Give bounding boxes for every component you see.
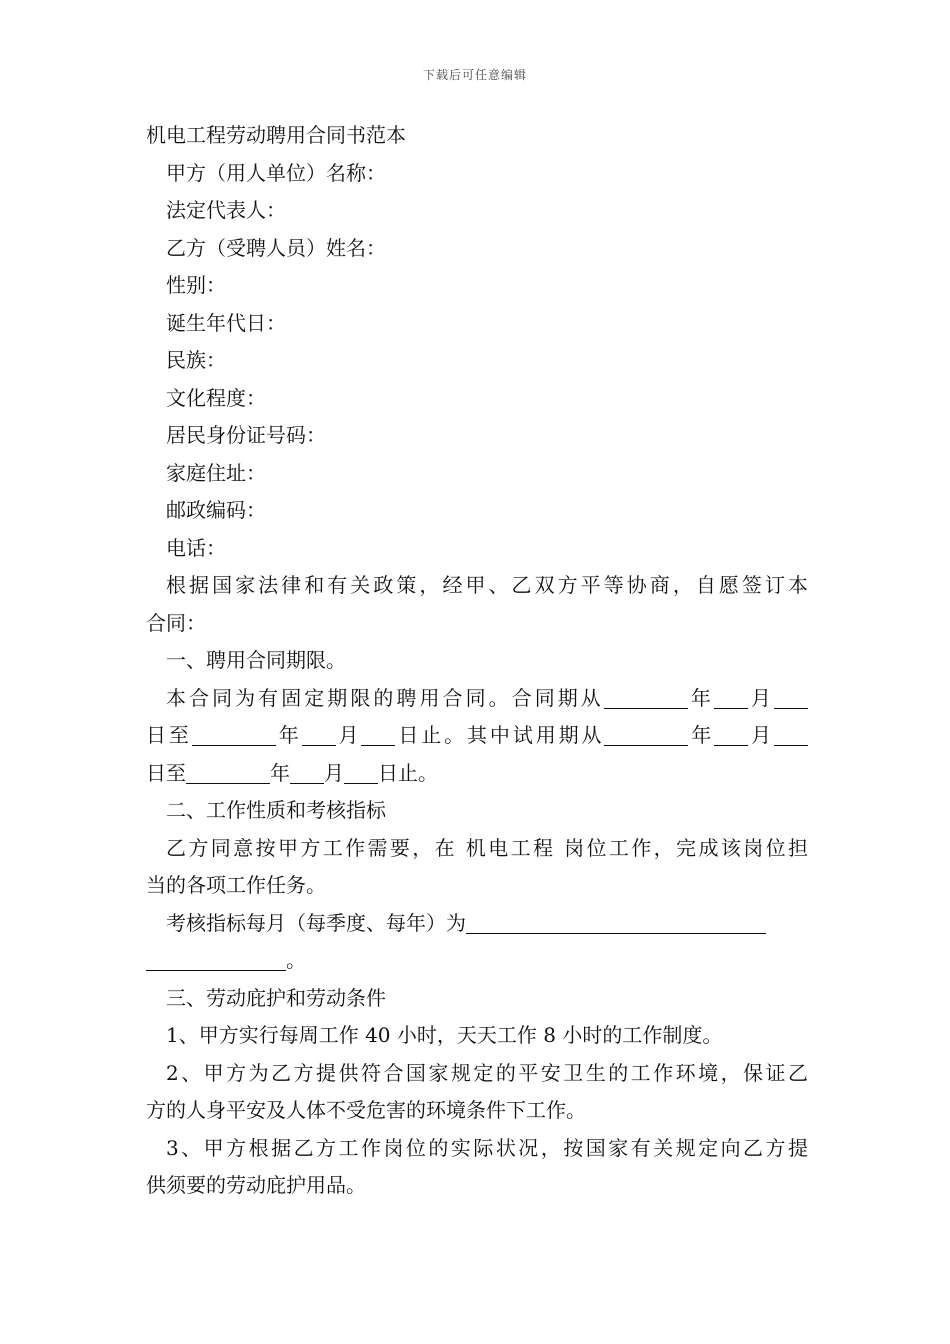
field-phone: 电话： — [166, 535, 226, 560]
section-1-line-3 — [146, 755, 808, 793]
section-2-p2-line-2 — [146, 942, 808, 980]
year-blank[interactable] — [604, 684, 688, 709]
month-label: 月 — [335, 723, 362, 747]
section-3-item-2-line-2: 方的人身平安及人体不受危害的环境条件下工作。 — [146, 1098, 586, 1122]
day-blank[interactable] — [344, 759, 378, 784]
field-ethnicity: 民族： — [166, 348, 226, 372]
field-id-number: 居民身份证号码： — [166, 423, 326, 447]
year-label: 年 — [688, 723, 715, 747]
field-gender: 性别： — [166, 273, 226, 297]
field-legal-representative: 法定代表人： — [166, 198, 286, 222]
year-label: 年 — [270, 760, 290, 785]
section-2-p2-line-1 — [146, 905, 808, 943]
month-blank[interactable] — [714, 721, 748, 746]
day-end-label: 日止。 — [378, 760, 438, 785]
field-education: 文化程度： — [166, 385, 266, 410]
year-blank[interactable] — [604, 721, 688, 746]
intro-line-2: 合同： — [146, 610, 206, 635]
section-1-line-2 — [146, 717, 808, 755]
year-blank[interactable] — [192, 721, 276, 746]
document-body — [146, 117, 808, 1205]
field-employee-name: 乙方（受聘人员）姓名： — [166, 235, 386, 260]
field-home-address: 家庭住址： — [166, 460, 266, 485]
day-blank[interactable] — [774, 721, 808, 746]
assessment-blank[interactable] — [466, 909, 766, 934]
section-3-item-3-line-1: 3、甲方根据乙方工作岗位的实际状况，按国家有关规定向乙方提 — [166, 1135, 808, 1160]
month-blank[interactable] — [302, 721, 336, 746]
month-blank[interactable] — [714, 684, 748, 709]
section-3-item-1: 1、甲方实行每周工作 40 小时，天天工作 8 小时的工作制度。 — [166, 1023, 723, 1047]
assessment-blank-continued[interactable] — [146, 946, 286, 971]
year-blank[interactable] — [186, 759, 270, 784]
month-blank[interactable] — [290, 759, 324, 784]
assessment-end: 。 — [286, 948, 306, 972]
section-3-item-3-line-2: 供须要的劳动庇护用品。 — [146, 1173, 366, 1197]
document-title: 机电工程劳动聘用合同书范本 — [146, 123, 406, 147]
field-employer-name: 甲方（用人单位）名称： — [166, 160, 386, 185]
field-birth-date: 诞生年代日： — [166, 310, 286, 335]
section-1-line-1 — [146, 680, 808, 718]
assessment-label: 考核指标每月（每季度、每年）为 — [166, 910, 466, 935]
page-header-note: 下载后可任意编辑 — [422, 68, 527, 82]
day-to-label: 日至 — [146, 723, 192, 747]
day-to-label: 日至 — [146, 760, 186, 785]
section-3-item-2-line-1: 2、甲方为乙方提供符合国家规定的平安卫生的工作环境，保证乙 — [166, 1060, 808, 1085]
section-3-heading: 三、劳动庇护和劳动条件 — [166, 985, 386, 1010]
term-intro-text: 本合同为有固定期限的聘用合同。合同期从 — [166, 685, 604, 710]
section-1-heading: 一、聘用合同期限。 — [166, 648, 346, 672]
month-label: 月 — [324, 760, 344, 785]
year-label: 年 — [275, 723, 302, 747]
day-blank[interactable] — [774, 684, 808, 709]
intro-line-1: 根据国家法律和有关政策，经甲、乙双方平等协商，自愿签订本 — [166, 573, 808, 597]
probation-intro-text: 日止。其中试用期从 — [395, 723, 605, 747]
month-label: 月 — [748, 723, 775, 747]
month-label: 月 — [747, 685, 775, 710]
field-postal-code: 邮政编码： — [166, 498, 266, 522]
year-label: 年 — [687, 685, 714, 710]
day-blank[interactable] — [361, 721, 395, 746]
section-2-p1-line-2: 当的各项工作任务。 — [146, 873, 326, 897]
section-2-heading: 二、工作性质和考核指标 — [166, 798, 386, 822]
section-2-p1-line-1: 乙方同意按甲方工作需要，在 机电工程 岗位工作，完成该岗位担 — [166, 835, 808, 860]
